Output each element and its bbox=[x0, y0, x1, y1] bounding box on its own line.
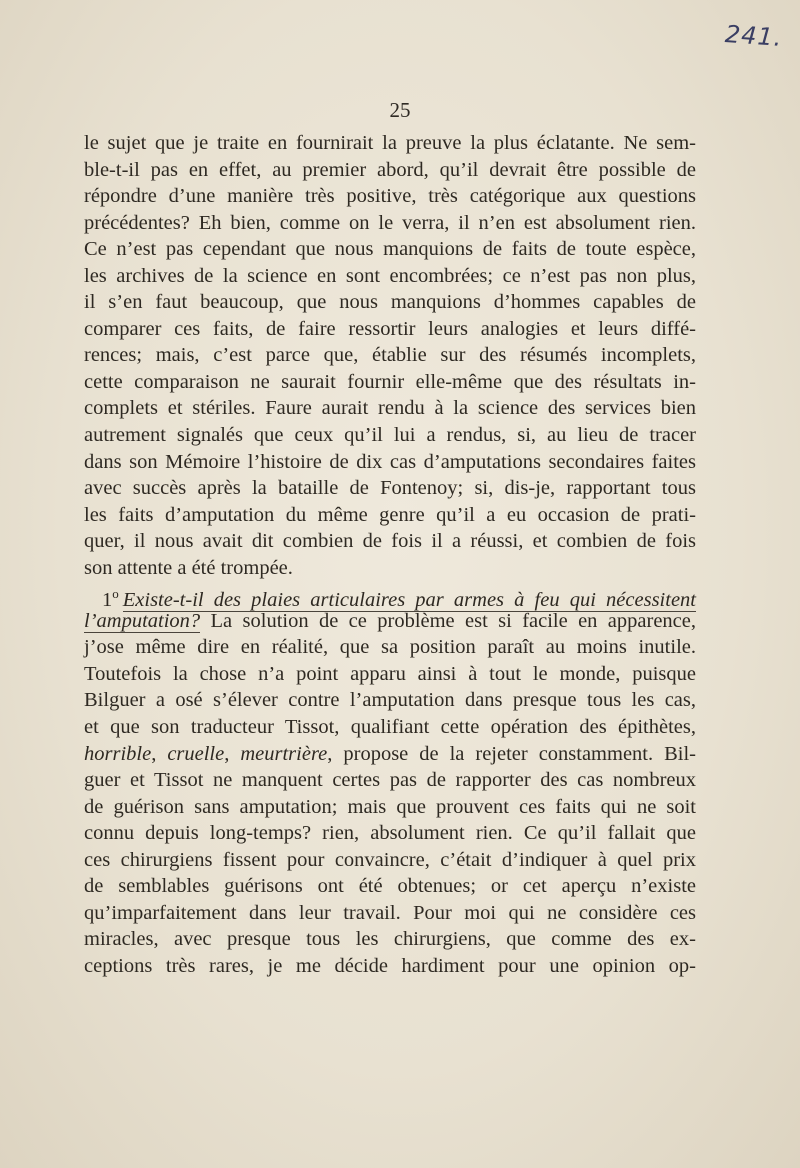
text-line: de guérison sans amputation; mais que prouvent ces faits qui ne soit bbox=[84, 795, 696, 818]
epithet: meurtrière bbox=[240, 742, 328, 765]
epithet-separator: , bbox=[151, 742, 168, 765]
text-line bbox=[84, 741, 696, 768]
text-line: les archives de la science en sont encombrées; ce n’est pas non plus, bbox=[84, 264, 696, 287]
text-line: dans son Mémoire l’histoire de dix cas d’amputations secondaires faites bbox=[84, 450, 696, 473]
section-question: Existe-t-il des plaies articulaires par armes à feu qui nécessitent bbox=[122, 589, 696, 612]
handwritten-folio: 241. bbox=[723, 20, 783, 52]
text-line: et que son traducteur Tissot, qualifiant cette opération des épithètes, bbox=[84, 716, 696, 739]
text-line: il s’en faut beaucoup, que nous manquions d’hommes capables de bbox=[84, 291, 696, 314]
text-line: les faits d’amputation du même genre qu’il a eu occasion de prati- bbox=[84, 503, 696, 526]
text-line: qu’imparfaitement dans leur travail. Pour moi qui ne considère ces bbox=[84, 901, 696, 924]
text-line: le sujet que je traite en fournirait la preuve la plus éclatante. Ne sem- bbox=[84, 132, 696, 154]
text-line: Ce n’est pas cependant que nous manquions de faits de toute espèce, bbox=[84, 238, 696, 261]
text-line: cette comparaison ne saurait fournir elle-même que des résultats in- bbox=[84, 370, 696, 393]
text-line: Bilguer a osé s’élever contre l’amputation dans presque tous les cas, bbox=[84, 689, 696, 712]
text-line: miracles, avec presque tous les chirurgiens, que comme des ex- bbox=[84, 928, 696, 951]
text-line: complets et stériles. Faure aurait rendu à la science des services bien bbox=[84, 397, 696, 420]
section-question-end: l’amputation? bbox=[84, 609, 201, 632]
text-line: guer et Tissot ne manquent certes pas de rapporter des cas nombreux bbox=[84, 769, 696, 792]
epithet: horrible bbox=[84, 742, 152, 765]
text-line: connu depuis long-temps? rien, absolument rien. Ce qu’il fallait que bbox=[84, 822, 696, 845]
epithet: cruelle bbox=[167, 742, 225, 765]
body-text bbox=[84, 130, 696, 980]
text-line: son attente a été trompée. bbox=[84, 556, 293, 579]
text-line: avec succès après la bataille de Fontenoy; si, dis-je, rapportant tous bbox=[84, 477, 696, 500]
text-line: ceptions très rares, je me décide hardiment pour une opinion op- bbox=[84, 954, 696, 977]
text-line: précédentes? Eh bien, comme on le verra, il n’en est absolument rien. bbox=[84, 211, 696, 234]
text-line: ces chirurgiens fissent pour convaincre, c’était d’indiquer à quel prix bbox=[84, 848, 696, 871]
section-text: , propose de la rejeter constamment. Bil- bbox=[327, 742, 696, 765]
text-line: quer, il nous avait dit combien de fois il a réussi, et combien de fois bbox=[84, 530, 696, 553]
text-line: autrement signalés que ceux qu’il lui a rendus, si, au lieu de tracer bbox=[84, 424, 696, 447]
page-number: 25 bbox=[389, 98, 411, 122]
section-number: 1 bbox=[102, 589, 113, 612]
text-line: Toutefois la chose n’a point apparu ainsi à tout le monde, puisque bbox=[84, 662, 696, 685]
text-line: rences; mais, c’est parce que, établie sur des résumés incomplets, bbox=[84, 344, 696, 367]
text-line: ble-t-il pas en effet, au premier abord, qu’il devrait être possible de bbox=[84, 158, 696, 181]
section-number-sup: o bbox=[112, 586, 119, 602]
section-heading-line bbox=[84, 581, 696, 612]
text-line: répondre d’une manière très positive, très catégorique aux questions bbox=[84, 185, 696, 208]
epithet-separator: , bbox=[224, 742, 241, 765]
text-line: j’ose même dire en réalité, que sa position paraît au moins inutile. bbox=[84, 636, 696, 659]
section-text: La solution de ce problème est si facile en apparence, bbox=[200, 609, 696, 632]
text-line bbox=[84, 608, 696, 635]
text-line: comparer ces faits, de faire ressortir leurs analogies et leurs diffé- bbox=[84, 317, 696, 340]
text-line: de semblables guérisons ont été obtenues; or cet aperçu n’existe bbox=[84, 875, 696, 898]
